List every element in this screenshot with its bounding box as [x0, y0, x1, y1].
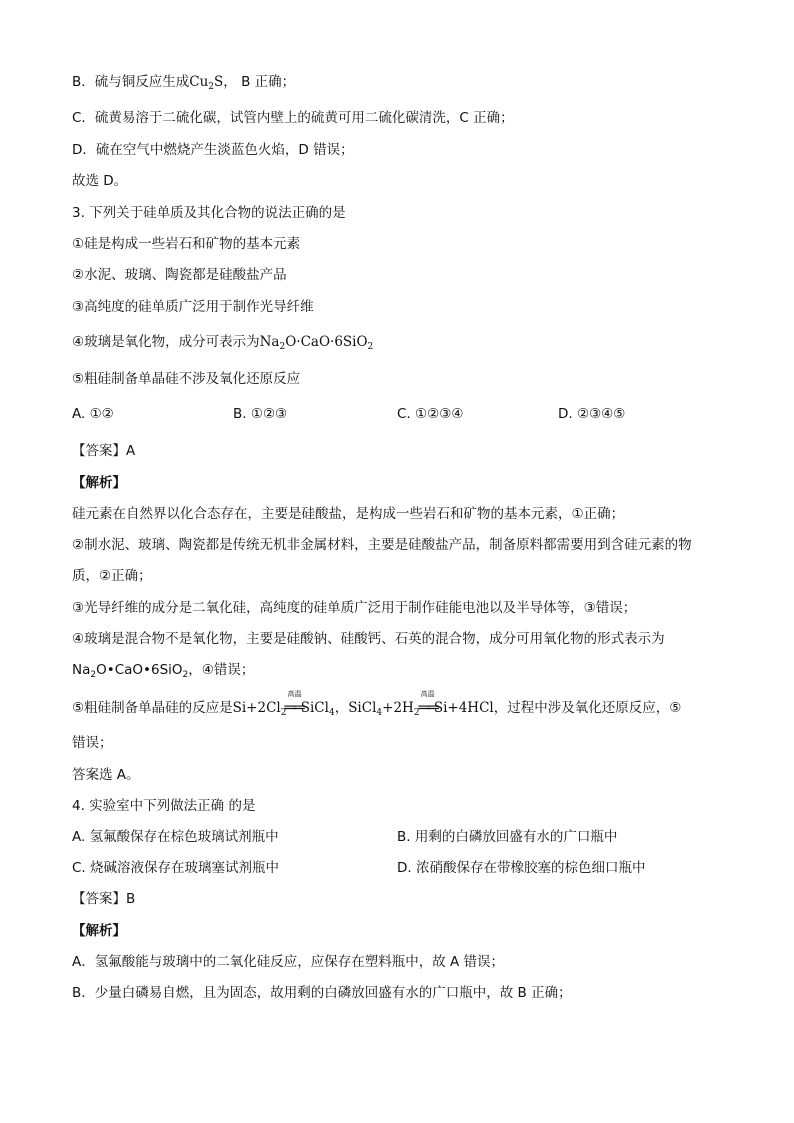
subscript: 2	[182, 670, 189, 680]
reaction-1	[232, 690, 335, 718]
subscript: 2	[413, 708, 420, 718]
q4-explanation-a: A．氢氟酸能与玻璃中的二氧化硅反应，应保存在塑料瓶中，故 A 错误；	[72, 954, 505, 970]
subscript: 4	[328, 708, 335, 718]
text: O•CaO•6SiO	[96, 662, 183, 678]
q4-option-b[interactable]: B. 用剩的白磷放回盛有水的广口瓶中	[397, 829, 618, 845]
text: Si+4HCl	[433, 700, 494, 716]
subscript: 2	[208, 82, 215, 92]
text: S	[214, 74, 224, 90]
q3-option-c[interactable]: C. ①②③④	[397, 406, 464, 422]
q3-option-b[interactable]: B. ①②③	[233, 406, 288, 422]
q2-conclusion: 故选 D。	[72, 173, 128, 189]
q4-option-c[interactable]: C. 烧碱溶液保存在玻璃塞试剂瓶中	[72, 860, 280, 876]
q3-explanation-2b: 质，②正确；	[72, 568, 152, 584]
text: SiCl	[300, 700, 329, 716]
text: ⑤粗硅制备单晶硅的反应是	[72, 700, 233, 716]
q3-statement-4	[72, 333, 373, 351]
text: B．硫与铜反应生成	[72, 74, 190, 90]
q4-option-d[interactable]: D. 浓硝酸保存在带橡胶塞的棕色细口瓶中	[397, 860, 646, 876]
subscript: 2	[280, 708, 287, 718]
chem-formula-cu2s	[189, 74, 223, 90]
q2-option-c-explanation: C．硫黄易溶于二硫化碳，试管内壁上的硫黄可用二硫化碳清洗，C 正确；	[72, 110, 514, 126]
text: Si+2Cl	[232, 700, 281, 716]
equals-sign: ══	[418, 700, 436, 716]
text: ，	[334, 700, 349, 716]
q3-explanation-2a: ②制水泥、玻璃、陶瓷都是传统无机非金属材料，主要是硅酸盐产品，制备原料都需要用到含硅元素的物	[72, 537, 692, 553]
subscript: 2	[90, 670, 97, 680]
q3-option-a[interactable]: A. ①②	[72, 406, 114, 422]
reaction-2	[348, 690, 494, 718]
text: Na	[259, 334, 280, 350]
text: Cu	[189, 74, 209, 90]
q4-analysis-label: 【解析】	[72, 923, 126, 939]
text: ，④错误；	[188, 662, 255, 678]
text: ， B 正确；	[223, 74, 296, 90]
q3-option-d[interactable]: D. ②③④⑤	[558, 406, 626, 422]
equals-sign: ══	[285, 700, 303, 716]
q4-explanation-b: B．少量白磷易自燃，且为固态，故用剩的白磷放回盛有水的广口瓶中，故 B 正确；	[72, 985, 572, 1001]
q3-explanation-3: ③光导纤维的成分是二氧化硅，高纯度的硅单质广泛用于制作硅能电池以及半导体等，③错误；	[72, 600, 637, 616]
text: SiCl	[348, 700, 377, 716]
q3-explanation-5	[72, 690, 682, 718]
q3-analysis-label: 【解析】	[72, 475, 126, 491]
text: O·CaO·6SiO	[285, 334, 368, 350]
text: +2H	[382, 700, 414, 716]
q3-explanation-5b: 错误；	[72, 735, 113, 751]
q3-answer: 【答案】A	[72, 443, 136, 459]
q4-option-a[interactable]: A. 氢氟酸保存在棕色玻璃试剂瓶中	[72, 829, 279, 845]
subscript: 2	[279, 342, 286, 352]
q3-statement-1: ①硅是构成一些岩石和矿物的基本元素	[72, 236, 301, 252]
q2-option-d-explanation: D．硫在空气中燃烧产生淡蓝色火焰，D 错误；	[72, 142, 354, 158]
condition-label: 高温	[420, 690, 435, 698]
q3-conclusion: 答案选 A。	[72, 767, 140, 783]
q3-explanation-4b	[72, 661, 254, 679]
q3-statement-3: ③高纯度的硅单质广泛用于制作光导纤维	[72, 299, 314, 315]
text: Na	[72, 662, 91, 678]
q4-stem: 4. 实验室中下列做法正确 的是	[72, 798, 256, 814]
chem-formula-glass-oxides	[72, 662, 188, 678]
text: ，过程中涉及氧化还原反应，⑤	[493, 700, 682, 716]
q3-explanation-1: 硅元素在自然界以化合态存在，主要是硅酸盐，是构成一些岩石和矿物的基本元素，①正确；	[72, 506, 625, 522]
condition-label: 高温	[287, 690, 302, 698]
q4-answer: 【答案】B	[72, 891, 136, 907]
text: ④玻璃是氧化物，成分可表示为	[72, 334, 260, 350]
q3-explanation-4a: ④玻璃是混合物不是氧化物，主要是硅酸钠、硅酸钙、石英的混合物，成分可用氧化物的形式表示为	[72, 631, 665, 647]
q3-stem: 3. 下列关于硅单质及其化合物的说法正确的是	[72, 205, 346, 221]
q3-statement-2: ②水泥、玻璃、陶瓷都是硅酸盐产品	[72, 267, 287, 283]
q3-statement-5: ⑤粗硅制备单晶硅不涉及氧化还原反应	[72, 371, 301, 387]
reaction-condition-arrow	[418, 690, 436, 717]
subscript: 2	[367, 342, 374, 352]
reaction-condition-arrow	[285, 690, 303, 717]
chem-formula-glass	[260, 334, 374, 350]
subscript: 4	[376, 708, 383, 718]
q2-option-b-explanation	[72, 73, 295, 91]
